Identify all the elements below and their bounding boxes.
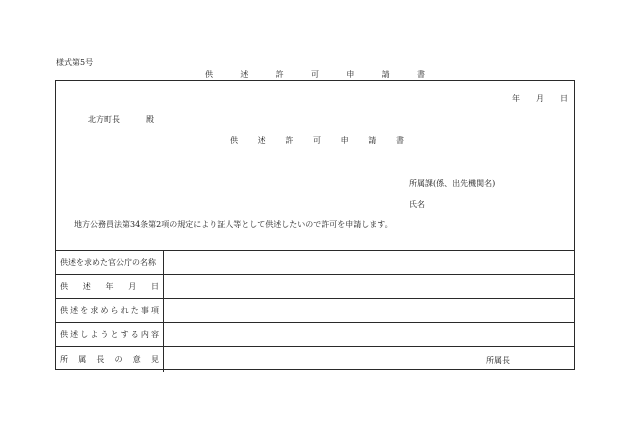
sheet-title-char: 供 — [205, 70, 213, 79]
row-label-cell — [56, 275, 164, 298]
row-label-text: 意 — [132, 355, 141, 364]
row-label-text: 属 — [78, 355, 87, 364]
row-label-text: し — [80, 330, 89, 339]
inner-title-char: 申 — [340, 136, 349, 145]
row-label-text: れ — [120, 306, 129, 315]
date-char: 月 — [536, 94, 544, 103]
row-label-text: 供 — [60, 330, 68, 339]
row-label — [60, 305, 159, 316]
row-label — [60, 329, 159, 340]
row-label-text: 供 — [60, 306, 68, 315]
row-label-cell — [56, 251, 164, 274]
row-label-text: 述 — [70, 330, 79, 339]
row-label — [60, 281, 159, 292]
row-label-text: よ — [90, 330, 99, 339]
request-statement: 地方公務員法第34条第2項の規定により証人等として供述したいので許可を申請します。 — [74, 220, 393, 229]
form-number: 様式第5号 — [56, 58, 94, 67]
table-row — [56, 275, 574, 299]
row-label-text: 日 — [151, 282, 159, 291]
row-label-text: 事 — [140, 306, 149, 315]
table-row — [56, 347, 574, 372]
row-label-text: 供 — [60, 282, 68, 291]
row-value-field[interactable] — [164, 275, 574, 298]
row-label — [60, 257, 159, 268]
sheet-title-char: 書 — [416, 70, 425, 79]
sheet-title-char: 可 — [310, 70, 319, 79]
applicant-name-label: 氏名 — [409, 200, 425, 209]
sheet-title-char: 述 — [240, 70, 249, 79]
row-label-text: す — [120, 330, 129, 339]
row-value-field[interactable] — [164, 347, 574, 372]
sheet-title — [205, 69, 425, 80]
row-label-text: 年 — [105, 282, 114, 291]
sheet-title-char: 許 — [275, 70, 284, 79]
chief-signature-label: 所属長 — [486, 356, 510, 365]
date-char: 年 — [512, 94, 520, 103]
table-row — [56, 299, 574, 323]
addressee-honorific: 殿 — [146, 115, 154, 124]
row-label-text: の — [114, 355, 123, 364]
row-label-text: を — [80, 306, 89, 315]
inner-title-char: 述 — [257, 136, 266, 145]
row-label-text: た — [130, 306, 139, 315]
date-line — [512, 93, 568, 104]
inner-title-char: 許 — [285, 136, 294, 145]
row-label-text: 求 — [90, 306, 99, 315]
row-label-cell — [56, 299, 164, 322]
row-label-text: ら — [110, 306, 119, 315]
row-label — [60, 354, 159, 365]
date-char: 日 — [560, 94, 568, 103]
details-table — [56, 250, 574, 372]
sheet-title-char: 請 — [381, 70, 390, 79]
row-label-cell — [56, 347, 164, 372]
row-value-field[interactable] — [164, 251, 574, 274]
row-label-text: と — [110, 330, 119, 339]
sheet-title-char: 申 — [346, 70, 355, 79]
row-label-cell — [56, 323, 164, 346]
table-row — [56, 323, 574, 347]
inner-title-char: 書 — [395, 136, 404, 145]
inner-title-char: 供 — [230, 136, 238, 145]
row-label-text: 見 — [150, 355, 159, 364]
application-form-frame — [55, 80, 575, 370]
row-label-text: 長 — [96, 355, 105, 364]
inner-title — [230, 135, 404, 146]
row-label-text: 述 — [70, 306, 79, 315]
row-label-text: 月 — [128, 282, 137, 291]
department-label: 所属課(係、出先機関名) — [409, 179, 496, 188]
addressee-name: 北方町長 — [88, 115, 120, 124]
row-value-field[interactable] — [164, 299, 574, 322]
row-label-text: 容 — [150, 330, 159, 339]
row-label-text: 項 — [150, 306, 159, 315]
addressee — [88, 114, 154, 125]
row-value-field[interactable] — [164, 323, 574, 346]
row-label-text: る — [130, 330, 139, 339]
row-label-text: 内 — [140, 330, 149, 339]
row-label-text: う — [100, 330, 109, 339]
table-row — [56, 251, 574, 275]
inner-title-char: 請 — [368, 136, 377, 145]
row-label-text: め — [100, 306, 109, 315]
row-label-text: 所 — [60, 355, 68, 364]
row-label-text: 供述を求めた官公庁の名称 — [60, 258, 156, 267]
inner-title-char: 可 — [312, 136, 321, 145]
row-label-text: 述 — [82, 282, 91, 291]
